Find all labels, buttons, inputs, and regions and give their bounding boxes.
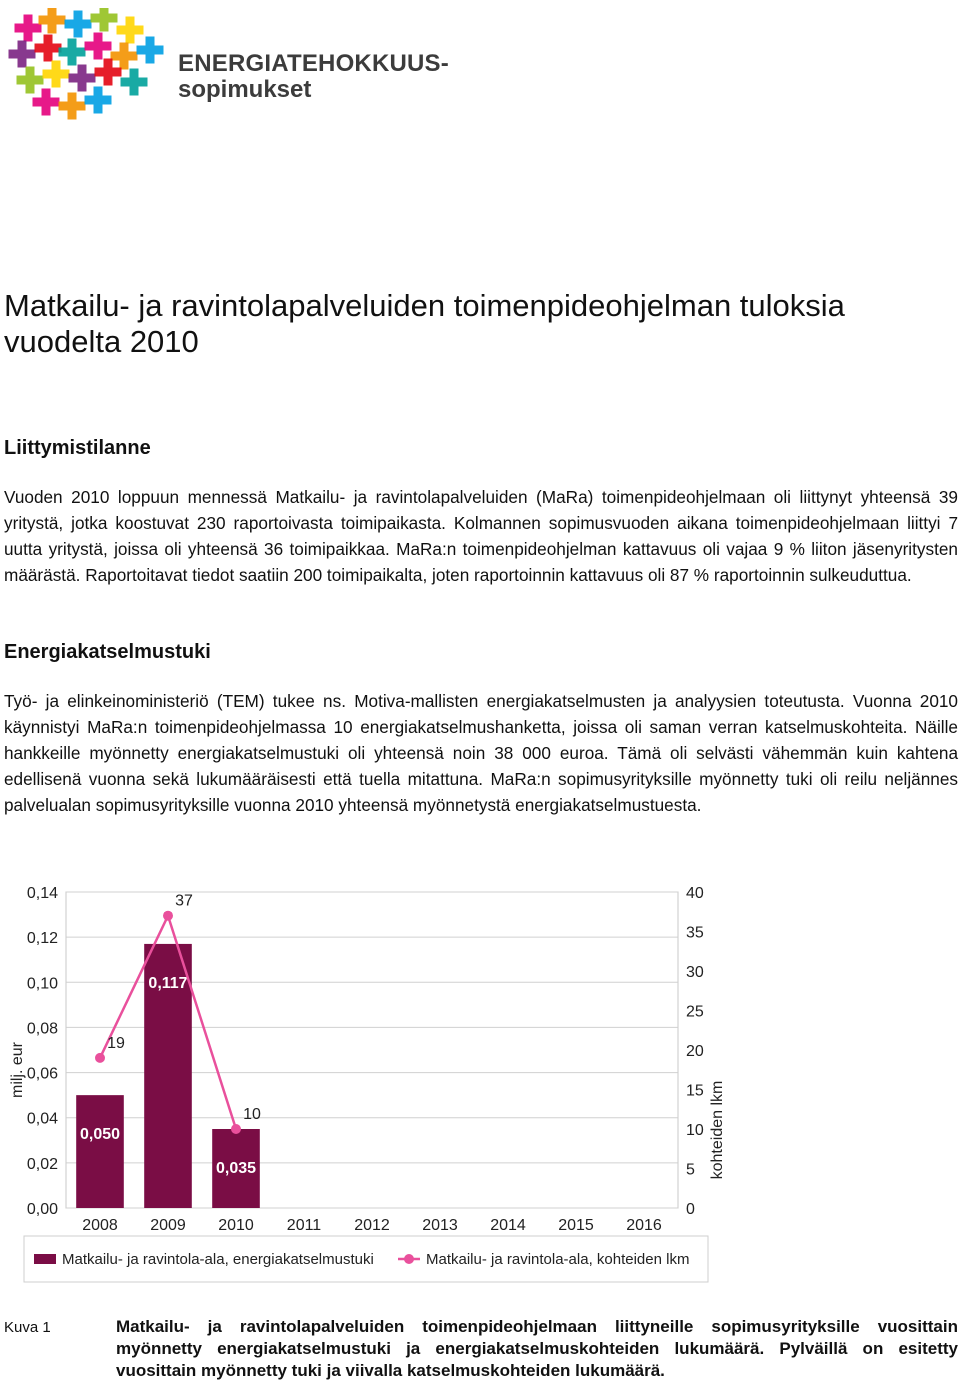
logo-line2: sopimukset — [178, 76, 312, 103]
figure-caption: Matkailu- ja ravintolapalveluiden toimenpideohjelmaan liittyneille sopimusyrityksille vuosittain myönnetty energiakatselmustuki ja energiakatselmuskohteiden lukumäärä. Pylväillä on esitetty vuosittain myönnetty tuki ja viivalla katselmuskohteiden lukumäärä. — [116, 1317, 958, 1380]
x-tick-label: 2016 — [626, 1217, 662, 1234]
line-point — [163, 911, 173, 921]
logo-text — [178, 52, 449, 102]
y2-tick-label: 25 — [686, 1003, 704, 1021]
section-text-energiakatselmustuki: Työ- ja elinkeinoministeriö (TEM) tukee ns. Motiva-mallisten energiakatselmusten ja analyysien toteutusta. Vuonna 2010 käynnistyi MaRa:n toimenpideohjelmassa 10 energiakatselmushanketta, joissa oli saman verran katselmuskohteita. Näille hankkeille myönnetty energiakatselmustuki oli yhteensä noin 38 000 euroa. Tämä oli selvästi vähemmän kuin kahtena edellisenä vuonna sekä lukumääräisesti että tuella mitattuna. MaRa:n sopimusyrityksille myönnetty tuki oli reilu neljännes palvelualan sopimusyrityksille vuonna 2010 yhteensä myönnetystä energiakatselmustuesta. — [4, 691, 958, 815]
y-tick-label: 0,00 — [26, 1201, 58, 1218]
logo-cross — [15, 15, 42, 42]
bar-value-label: 0,050 — [79, 1126, 121, 1144]
x-tick-label: 2014 — [490, 1217, 526, 1234]
logo — [8, 8, 449, 128]
logo-cross — [9, 41, 36, 68]
logo-cross — [85, 87, 112, 114]
bar — [76, 1095, 124, 1208]
y2-tick-label: 5 — [686, 1161, 695, 1179]
line-value-label: 10 — [243, 1106, 261, 1123]
y-tick-label: 0,04 — [26, 1110, 58, 1128]
legend-label-line: Matkailu- ja ravintola-ala, kohteiden lkm — [426, 1251, 690, 1268]
logo-cross — [121, 69, 148, 96]
section-heading-energiakatselmustuki: Energiakatselmustuki — [4, 641, 211, 663]
line-value-label: 37 — [175, 892, 193, 910]
logo-line1: ENERGIATEHOKKUUS- — [178, 50, 449, 77]
y2-tick-label: 30 — [686, 964, 704, 981]
chart-svg — [0, 870, 728, 1290]
chart — [0, 870, 728, 1290]
page-title: Matkailu- ja ravintolapalveluiden toimenpideohjelman tuloksia vuodelta 2010 — [4, 288, 845, 359]
x-tick-label: 2011 — [286, 1217, 322, 1234]
y-tick-label: 0,08 — [26, 1020, 58, 1038]
logo-cross — [33, 89, 60, 116]
legend-label-bar: Matkailu- ja ravintola-ala, energiakatselmustuki — [62, 1251, 374, 1268]
logo-cross — [59, 39, 86, 66]
logo-cross — [137, 37, 164, 64]
line-value-label: 19 — [107, 1034, 125, 1052]
x-tick-label: 2012 — [354, 1217, 390, 1234]
logo-cross — [69, 65, 96, 92]
section-text-liittymistilanne: Vuoden 2010 loppuun mennessä Matkailu- ja ravintolapalveluiden (MaRa) toimenpideohjelmaan oli liittynyt yhteensä 39 yritystä, jotka koostuvat 230 raportoivasta toimipaikasta. Kolmannen sopimusvuoden aikana toimenpideohjelmaan liittyi 7 uutta yritystä, joissa oli yhteensä 36 toimipaikkaa. MaRa:n toimenpideohjelman kattavuus oli vajaa 9 % liiton jäsenyritysten määrästä. Raportoitavat tiedot saatiin 200 toimipaikalta, joten raportoinnin kattavuus oli 87 % raportoinnin sulkeuduttua. — [4, 487, 958, 585]
y2-tick-label: 0 — [686, 1201, 695, 1218]
logo-cross — [91, 8, 118, 32]
logo-cross — [35, 35, 62, 62]
bar-value-label: 0,117 — [148, 974, 188, 992]
y2-axis-label: kohteiden lkm — [709, 1080, 726, 1180]
legend-swatch-point — [404, 1254, 414, 1264]
logo-cross — [65, 11, 92, 38]
logo-cross — [111, 43, 138, 70]
x-tick-label: 2015 — [558, 1217, 594, 1234]
logo-cross — [43, 61, 70, 88]
y-tick-label: 0,10 — [26, 975, 58, 993]
y-tick-label: 0,14 — [26, 885, 58, 902]
section-heading-liittymistilanne: Liittymistilanne — [4, 437, 151, 459]
y2-tick-label: 15 — [686, 1082, 704, 1100]
logo-cross — [17, 67, 44, 94]
line-point — [231, 1124, 241, 1134]
x-tick-label: 2008 — [82, 1217, 118, 1234]
line-point — [95, 1053, 105, 1063]
legend — [24, 1236, 708, 1282]
bar-value-label: 0,035 — [215, 1160, 257, 1177]
y2-tick-label: 35 — [686, 924, 704, 942]
x-tick-label: 2010 — [218, 1217, 254, 1234]
y-axis-label: milj. eur — [9, 1041, 26, 1099]
logo-cross — [85, 33, 112, 60]
legend-swatch-bar — [34, 1254, 56, 1264]
y-tick-label: 0,06 — [26, 1065, 58, 1083]
figure-label: Kuva 1 — [4, 1319, 51, 1336]
y2-tick-label: 40 — [686, 885, 704, 902]
y2-tick-label: 20 — [686, 1043, 704, 1060]
logo-crosses-icon — [8, 8, 168, 128]
x-tick-label: 2013 — [422, 1217, 458, 1234]
logo-cross — [39, 8, 66, 34]
logo-cross — [59, 93, 86, 120]
logo-cross — [95, 59, 122, 86]
y2-tick-label: 10 — [686, 1122, 704, 1139]
x-tick-label: 2009 — [150, 1217, 186, 1234]
y-tick-label: 0,02 — [26, 1155, 58, 1173]
y-tick-label: 0,12 — [26, 930, 58, 948]
logo-cross — [117, 17, 144, 44]
